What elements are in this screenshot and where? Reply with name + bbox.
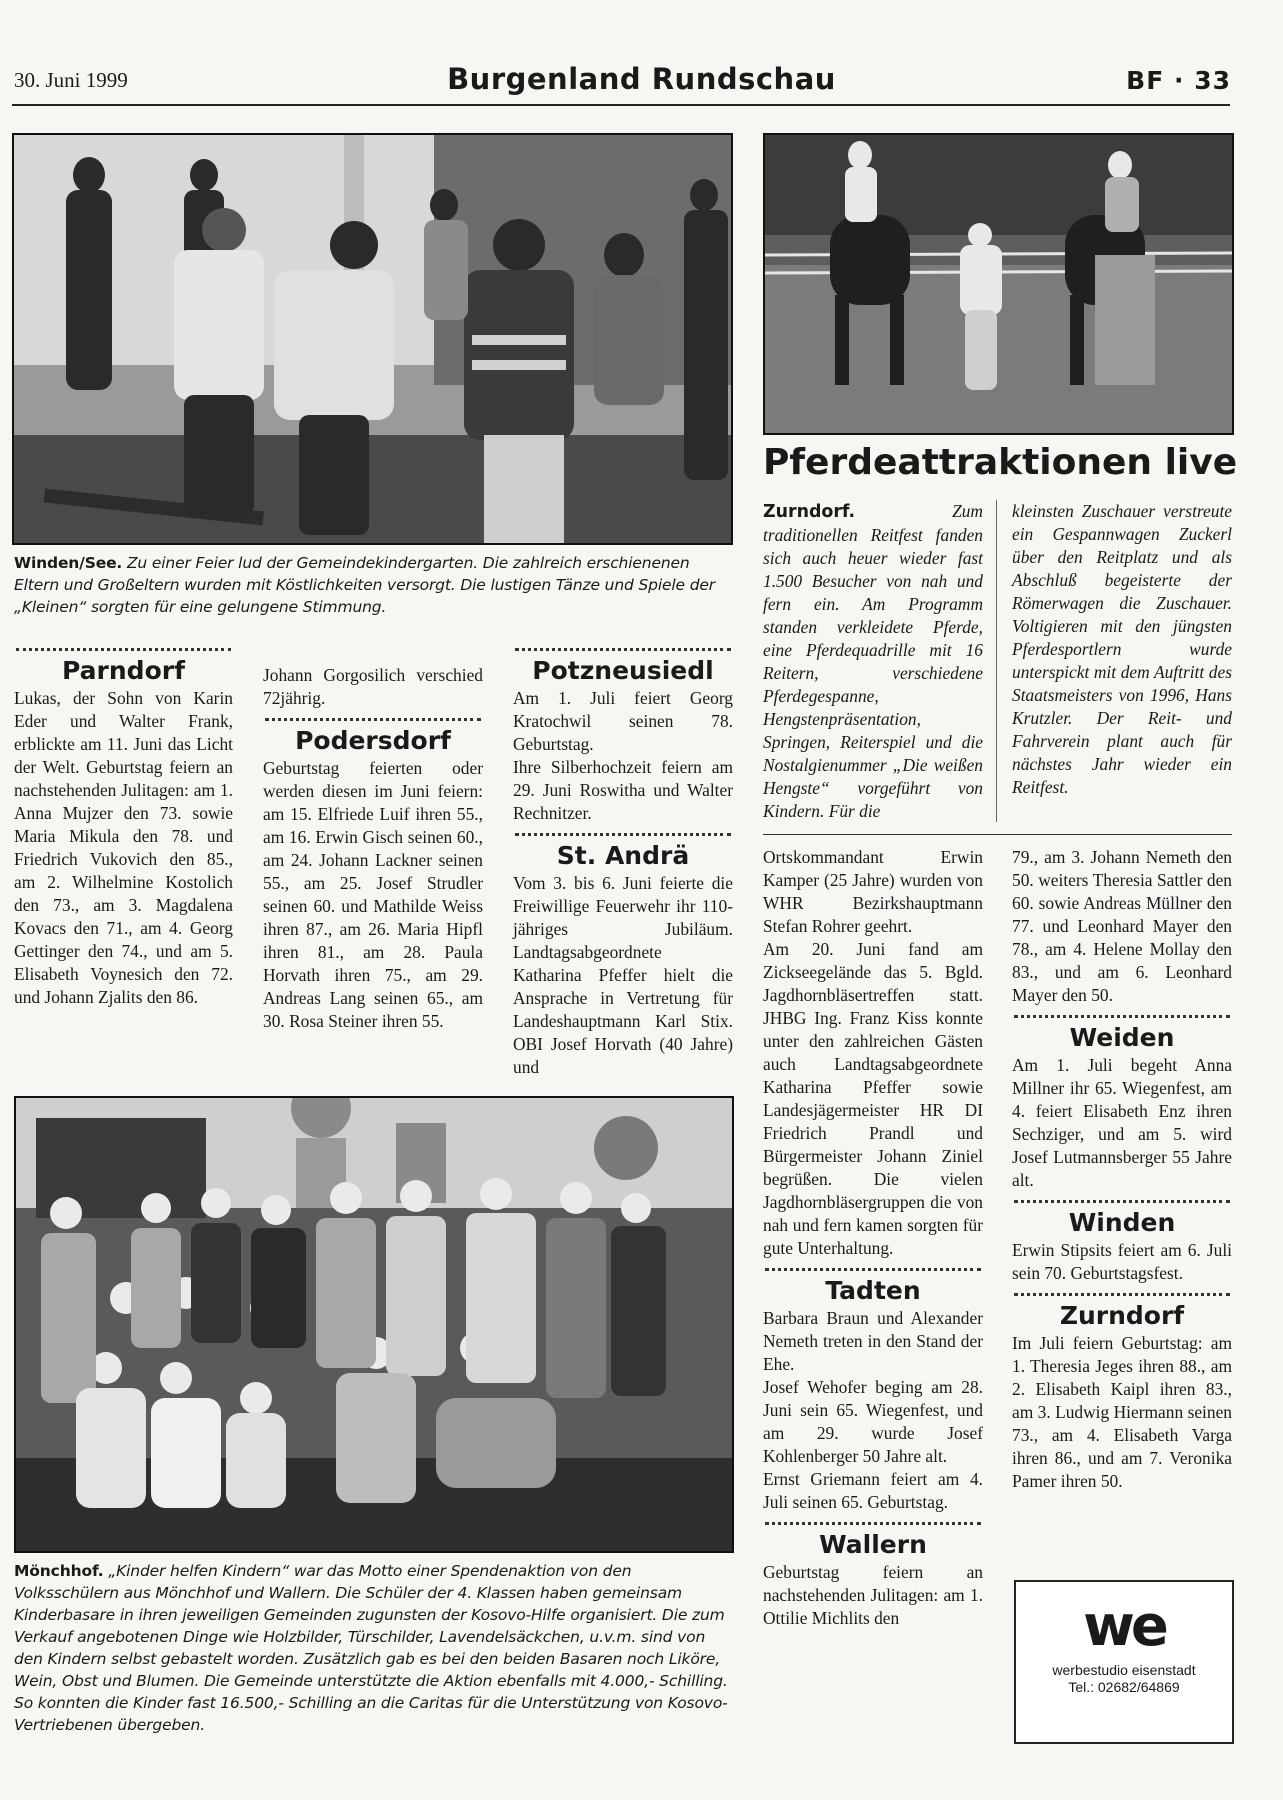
newspaper-title: Burgenland Rundschau (447, 62, 836, 96)
text-weiden: Am 1. Juli begeht Anna Millner ihr 65. Wiegenfest, am 4. feiert Elisabeth Enz ihren Sechziger, und am 5. wird Josef Lutmannsberger 55 Jahre alt. (1012, 1055, 1232, 1190)
text-tadten-3: Ernst Griemann feiert am 4. Juli seinen 65. Geburtstag. (763, 1469, 983, 1512)
caption-text: „Kinder helfen Kindern“ war das Motto einer Spendenaktion von den Volksschülern aus Mönchhof und Wallern. Die Schüler der 4. Klassen haben gemeinsam Kinderbasare in ihren jeweiligen Gemeinden zugunsten der Kosovo-Hilfe organisiert. Die zum Verkauf angebotenen Dinge wie Holzbilder, Türschilder, Lavendelsäckchen, u.v.m. sind von den Kindern selbst gebastelt worden. Zusätzlich gab es bei den beiden Basaren noch Liköre, Wein, Obst und Blumen. Die Gemeinde unterstützte die Aktion ebenfalls mit 4.000,- Schilling. So konnten die Kinder fast 16.500,- Schilling an die Caritas für die Unterstützung von Kosovo-Vertriebenen übergeben. (14, 1562, 728, 1734)
text-st-andrae: Vom 3. bis 6. Juni feierte die Freiwillige Feuerwehr ihr 110-jähriges Jubiläum. Landtagsabgeordnete Katharina Pfeffer hielt die Ansprache in Vertretung für Landeshauptmann Karl Stix. OBI Josef Horvath (40 Jahre) und (513, 873, 733, 1077)
dotted-separator (765, 1268, 981, 1271)
ad-logo: we (1083, 1594, 1165, 1659)
heading-st-andrae: St. Andrä (556, 841, 690, 870)
heading-wallern: Wallern (819, 1530, 927, 1559)
text-tadten-1: Barbara Braun und Alexander Nemeth treten in den Stand der Ehe. (763, 1308, 983, 1374)
horse-photo (763, 133, 1234, 435)
caption-lead: Mönchhof. (14, 1562, 104, 1580)
horse-headline: Pferdeattraktionen live (763, 442, 1238, 483)
issue-date: 30. Juni 1999 (14, 68, 128, 92)
werbestudio-ad (1014, 1580, 1234, 1744)
horse-bottom-rule (763, 834, 1232, 835)
caption-text: Zu einer Feier lud der Gemeindekindergarten. Die zahlreich erschienenen Eltern und Großeltern wurden mit Köstlichkeiten versorgt. Die lustigen Tänze und Spiele der „Kleinen“ sorgten für eine gelungene Stimmung. (14, 554, 716, 616)
kindergarten-caption (14, 552, 730, 618)
text-podersdorf: Geburtstag feierten oder werden diesen im Juni feiern: am 15. Elfriede Luif ihren 55., am 16. Erwin Gisch seinen 60., am 24. Johann Lackner seinen 55., am 25. Josef Strudler seinen 60. und Mathilde Weiss ihren 87., am 26. Maria Hipfl ihren 81., am 28. Paula Horvath ihren 75., am 29. Andreas Lang seinen 65., am 30. Rosa Steiner ihren 55. (263, 758, 483, 1031)
school-photo (14, 1096, 734, 1553)
heading-winden: Winden (1068, 1208, 1176, 1237)
dotted-separator (16, 648, 231, 651)
horse-column-divider (996, 500, 997, 822)
text-winden: Erwin Stipsits feiert am 6. Juli sein 70. Geburtstagsfest. (1012, 1240, 1232, 1283)
dotted-separator (765, 1522, 981, 1525)
header-rule (12, 104, 1230, 106)
column-parndorf (14, 640, 233, 1009)
heading-weiden: Weiden (1069, 1023, 1175, 1052)
kindergarten-photo (12, 133, 733, 545)
text-gorgosilich: Johann Gorgosilich verschied 72jährig. (263, 665, 483, 708)
dotted-separator (1014, 1015, 1230, 1018)
column-podersdorf (263, 664, 483, 1033)
text-tadten-2: Josef Wehofer beging am 28. Juni sein 65. Wiegenfest, und am 29. wurde Josef Kohlenberger 50 Jahre alt. (763, 1377, 983, 1466)
dotted-separator (515, 833, 731, 836)
text-jagdhorn: Am 20. Juni fand am Zickseegelände das 5. Bgld. Jagdhornbläsertreffen statt. JHBG Ing. Franz Kiss konnte unter den zahlreichen Gästen auch Landtagsabgeordnete Katharina Pfeffer sowie Landesjägermeister HR DI Friedrich Prandl und Bürgermeister Johann Ziniel begrüßen. Die vielen Jagdhornbläsergruppen die von nah und fern kamen sorgten für gute Unterhaltung. (763, 939, 983, 1258)
horse-text-1: Zum traditionellen Reitfest fanden sich auch heuer wieder fast 1.500 Besucher von nah und fern ein. Am Programm standen verkleidete Pferde, eine Pferdequadrille mit 16 Reitern, verschiedene Pferdegespanne, Hengstenpräsentation, Springen, Reiterspiel und die Nostalgienummer „Die weißen Hengste“ vorgeführt von Kindern. Für die (763, 501, 983, 821)
dotted-separator (515, 648, 731, 651)
horse-article-col1 (763, 500, 983, 823)
text-kamper: Ortskommandant Erwin Kamper (25 Jahre) wurden von WHR Bezirkshauptmann Stefan Rohrer geehrt. (763, 847, 983, 936)
text-parndorf: Lukas, der Sohn von Karin Eder und Walter Frank, erblickte am 11. Juni das Licht der Welt. Geburtstag feiern an nachstehenden Julitagen: am 1. Anna Mujzer den 73. sowie Maria Mikula den 78. und Friedrich Vukovich den 85., am 2. Wilhelmine Kostolich den 73., am 3. Magdalena Kovacs den 71., am 4. Georg Gettinger den 74., und am 5. Elisabeth Voynesich den 72. und Johann Zjalits den 86. (14, 688, 233, 1007)
column-weiden (1012, 846, 1232, 1493)
text-wallern-cont: 79., am 3. Johann Nemeth den 50. weiters Theresia Sattler den 60. sowie Andreas Müllner den 77. und Leonhard Mayer den 78., am 4. Helene Mollay den 83., und am 6. Leonhard Mayer den 50. (1012, 847, 1232, 1005)
ad-company: werbestudio eisenstadt (1052, 1662, 1196, 1678)
dotted-separator (1014, 1200, 1230, 1203)
dotted-separator (265, 718, 481, 721)
heading-zurndorf: Zurndorf (1059, 1301, 1185, 1330)
horse-lead: Zurndorf. (763, 502, 856, 522)
heading-parndorf: Parndorf (62, 656, 185, 685)
text-potzneusiedl-2: Ihre Silberhochzeit feiern am 29. Juni Roswitha und Walter Rechnitzer. (513, 757, 733, 823)
text-zurndorf: Im Juli feiern Geburtstag: am 1. Theresia Jeges ihren 88., am 2. Elisabeth Kaipl ihren 83., am 3. Ludwig Hiermann seinen 73., am 4. Elisabeth Varga ihren 86., und am 7. Veronika Pamer ihren 50. (1012, 1333, 1232, 1491)
heading-podersdorf: Podersdorf (295, 726, 451, 755)
ad-phone: Tel.: 02682/64869 (1068, 1679, 1180, 1695)
text-potzneusiedl-1: Am 1. Juli feiert Georg Kratochwil seinen 78. Geburtstag. (513, 688, 733, 754)
school-caption (14, 1560, 734, 1736)
column-tadten (763, 846, 983, 1630)
horse-text-2: kleinsten Zuschauer verstreute ein Gespannwagen Zuckerl über den Reitplatz und als Abschluß begeisterte der Römerwagen die Zuschauer. Voltigieren mit den jüngsten Pferdesportlern wurde unterspickt mit dem Auftritt des Staatsmeisters von 1996, Hans Krutzler. Der Reit- und Fahrverein plant auch für nächstes Jahr wieder ein Reitfest. (1012, 501, 1232, 797)
text-wallern: Geburtstag feiern an nachstehenden Julitagen: am 1. Ottilie Michlits den (763, 1562, 983, 1628)
page-number: BF · 33 (1126, 66, 1231, 95)
dotted-separator (1014, 1293, 1230, 1296)
heading-tadten: Tadten (825, 1276, 921, 1305)
caption-lead: Winden/See. (14, 554, 123, 572)
heading-potzneusiedl: Potzneusiedl (532, 656, 714, 685)
horse-article-col2 (1012, 500, 1232, 799)
column-potzneusiedl (513, 640, 733, 1079)
